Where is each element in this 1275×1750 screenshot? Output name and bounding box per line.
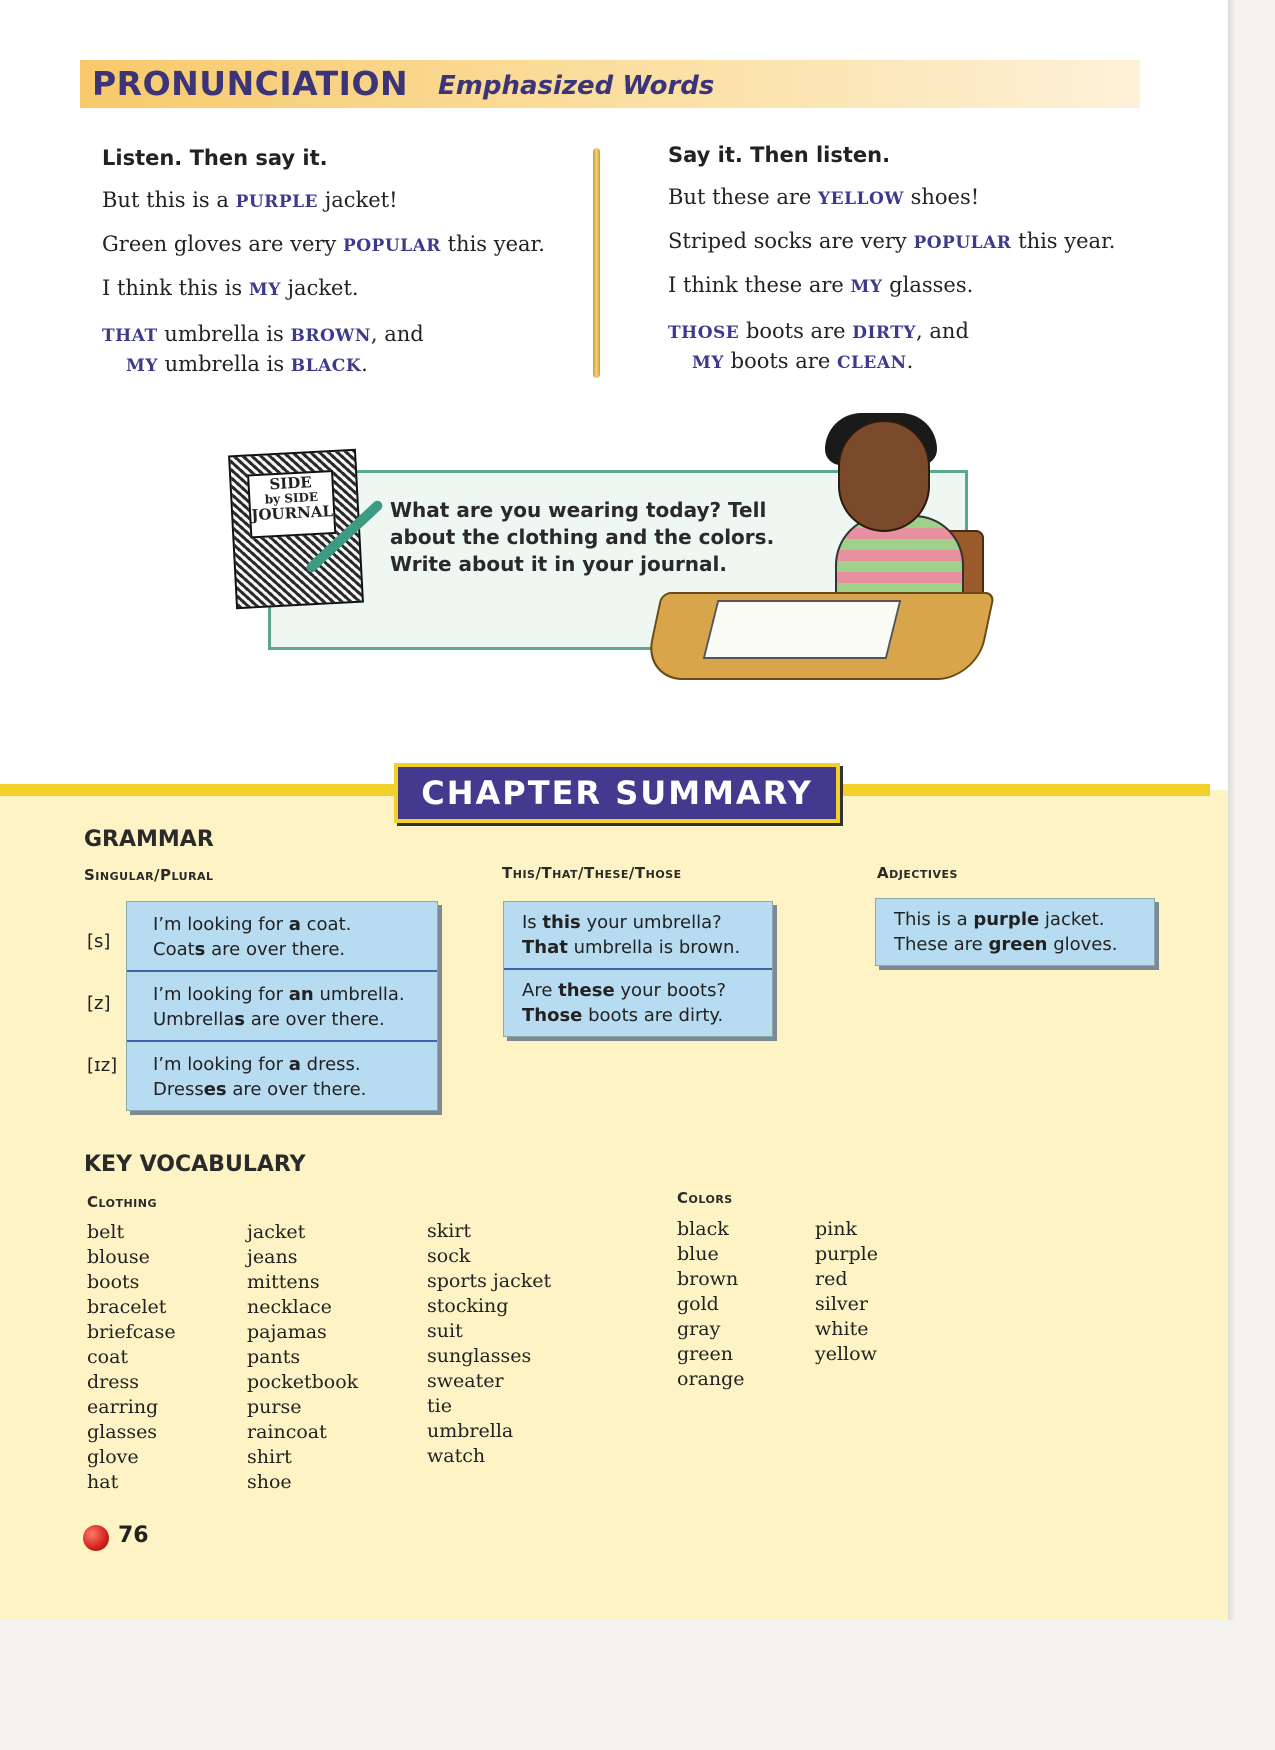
demonstratives-box — [503, 901, 773, 1037]
example-bold: these — [558, 980, 615, 1001]
vocab-word: jacket — [247, 1221, 306, 1243]
clothing-list-2 — [247, 1220, 358, 1495]
sentence-text: umbrella is — [157, 322, 291, 346]
journal-notebook-icon — [228, 449, 364, 609]
sentence-text: , and — [916, 319, 969, 343]
vocab-word: yellow — [815, 1343, 877, 1365]
vocab-word: pocketbook — [247, 1371, 359, 1393]
pronunciation-title: PRONUNCIATION — [92, 64, 409, 103]
example-text: Is — [522, 912, 543, 933]
vocab-word: gray — [677, 1318, 721, 1340]
vocab-word: black — [677, 1218, 729, 1240]
example-bold: s — [234, 1009, 245, 1030]
example-bold: es — [203, 1079, 227, 1100]
sentence — [668, 273, 1148, 299]
column-divider — [593, 148, 600, 378]
emphasized-word: BLACK — [290, 356, 362, 376]
adjectives-title: Adjectives — [877, 864, 958, 882]
emphasized-word: CLEAN — [836, 353, 907, 373]
example-bold: a — [288, 1054, 301, 1075]
open-notebook-illustration — [703, 600, 902, 659]
emphasized-word: POPULAR — [913, 233, 1012, 253]
vocab-word: umbrella — [427, 1420, 514, 1442]
sentence-text: glasses. — [882, 273, 974, 297]
example-text: jacket. — [1039, 909, 1105, 930]
vocab-word: earring — [87, 1396, 159, 1418]
girl-head — [838, 420, 930, 532]
example-text: are over there. — [226, 1079, 367, 1100]
vocab-word: gold — [677, 1293, 719, 1315]
vocab-word: pink — [815, 1218, 857, 1240]
vocab-word: pants — [247, 1346, 301, 1368]
chapter-summary-title: CHAPTER SUMMARY — [394, 763, 840, 823]
vocab-word: jeans — [247, 1246, 298, 1268]
example-text: umbrella. — [313, 984, 405, 1005]
sentence — [668, 229, 1148, 255]
sentence — [668, 185, 1148, 211]
journal-label-line: SIDE — [268, 473, 313, 494]
emphasized-word: MY — [126, 356, 158, 376]
vocab-word: sunglasses — [427, 1345, 532, 1367]
example-text: Coat — [153, 939, 195, 960]
clothing-title: Clothing — [87, 1193, 158, 1211]
example-bold: purple — [973, 909, 1040, 930]
emphasized-word: MY — [248, 280, 281, 300]
emphasized-word: MY — [692, 353, 724, 373]
sentence-text: boots are — [739, 319, 853, 343]
colors-list-1 — [677, 1217, 745, 1392]
example-bold: a — [288, 914, 301, 935]
example-text: Dress — [153, 1079, 204, 1100]
sentence-text: . — [906, 349, 914, 373]
vocab-word: suit — [427, 1320, 463, 1342]
vocab-word: hat — [87, 1471, 119, 1493]
vocab-word: raincoat — [247, 1421, 327, 1443]
grammar-example — [504, 902, 772, 970]
sentence-text: . — [361, 352, 368, 376]
colors-title: Colors — [677, 1189, 733, 1207]
sentence-text: this year. — [1011, 229, 1116, 253]
emphasized-word: THOSE — [668, 323, 740, 343]
example-bold: Those — [522, 1005, 583, 1026]
vocab-word: sports jacket — [427, 1270, 552, 1292]
vocab-word: silver — [815, 1293, 868, 1315]
grammar-example — [504, 970, 772, 1036]
journal-label — [247, 470, 336, 538]
vocab-word: glasses — [87, 1421, 158, 1443]
emphasized-word: DIRTY — [852, 323, 917, 343]
sentence-text: Green gloves are very — [102, 232, 343, 256]
grammar-example — [876, 899, 1154, 965]
vocab-word: glove — [87, 1446, 139, 1468]
emphasized-word: THAT — [102, 326, 158, 346]
say-column — [668, 143, 1148, 377]
example-text: dress. — [300, 1054, 361, 1075]
vocab-word: orange — [677, 1368, 745, 1390]
example-text: are over there. — [205, 939, 346, 960]
vocab-word: bracelet — [87, 1296, 167, 1318]
sentence — [102, 188, 582, 214]
vocab-word: briefcase — [87, 1321, 176, 1343]
journal-label-line: by SIDE — [264, 489, 319, 507]
example-text: I’m looking for — [153, 914, 289, 935]
sound-label: [ɪz] — [87, 1055, 118, 1076]
example-text: I’m looking for — [153, 1054, 289, 1075]
vocab-word: mittens — [247, 1271, 320, 1293]
vocab-word: watch — [427, 1445, 486, 1467]
sentence-text: But these are — [668, 185, 819, 209]
journal-label-line: JOURNAL — [250, 502, 334, 525]
clothing-list-1 — [87, 1220, 176, 1495]
emphasized-word: MY — [850, 277, 883, 297]
emphasized-word: PURPLE — [235, 192, 319, 212]
clothing-list-3 — [427, 1219, 551, 1469]
key-vocabulary-title: KEY VOCABULARY — [84, 1152, 306, 1177]
vocab-word: shoe — [247, 1471, 292, 1493]
example-text: your umbrella? — [580, 912, 722, 933]
sentence — [102, 320, 582, 380]
sentence-text: umbrella is — [157, 352, 291, 376]
emphasized-word: POPULAR — [342, 236, 441, 256]
vocab-word: blouse — [87, 1246, 150, 1268]
vocab-word: white — [815, 1318, 869, 1340]
page-marker-icon — [83, 1525, 109, 1551]
example-text: I’m looking for — [153, 984, 289, 1005]
emphasized-word: YELLOW — [818, 189, 904, 209]
singular-plural-box — [126, 901, 438, 1111]
sentence-text: I think this is — [102, 276, 249, 300]
example-bold: s — [194, 939, 206, 960]
journal-prompt: What are you wearing today? Tell about the clothing and the colors. Write about it in your journal. — [390, 498, 775, 576]
say-instruction: Say it. Then listen. — [668, 143, 891, 167]
example-bold: green — [988, 934, 1048, 955]
vocab-word: necklace — [247, 1296, 332, 1318]
vocab-word: sweater — [427, 1370, 504, 1392]
singular-plural-title: Singular/Plural — [84, 866, 214, 884]
colors-list-2 — [815, 1217, 878, 1367]
vocab-word: red — [815, 1268, 848, 1290]
vocab-word: stocking — [427, 1295, 509, 1317]
example-text: Umbrella — [153, 1009, 235, 1030]
pronunciation-subtitle: Emphasized Words — [438, 71, 715, 101]
sentence-text: Striped socks are very — [668, 229, 914, 253]
vocab-word: purple — [815, 1243, 878, 1265]
sentence-text: shoes! — [903, 185, 980, 209]
sentence-text: this year. — [440, 232, 545, 256]
vocab-word: brown — [677, 1268, 739, 1290]
vocab-word: purse — [247, 1396, 302, 1418]
example-text: umbrella is brown. — [567, 937, 741, 958]
emphasized-word: BROWN — [290, 326, 371, 346]
vocab-word: skirt — [427, 1220, 472, 1242]
grammar-example — [127, 902, 437, 972]
sentence-text: jacket. — [280, 276, 359, 300]
adjectives-box — [875, 898, 1155, 966]
listen-column — [102, 146, 582, 380]
example-bold: That — [522, 937, 568, 958]
sound-label: [z] — [87, 993, 111, 1014]
demonstratives-title: This/That/These/Those — [502, 864, 682, 882]
example-bold: this — [542, 912, 581, 933]
example-text: This is a — [894, 909, 974, 930]
vocab-word: coat — [87, 1346, 129, 1368]
sentence — [668, 317, 1148, 377]
page-number: 76 — [118, 1523, 149, 1548]
page-edge — [1228, 0, 1236, 1620]
example-text: coat. — [300, 914, 352, 935]
example-text: your boots? — [614, 980, 727, 1001]
example-text: These are — [894, 934, 989, 955]
example-text: gloves. — [1047, 934, 1118, 955]
sentence-text: , and — [370, 322, 424, 346]
example-bold: an — [288, 984, 314, 1005]
example-text: are over there. — [244, 1009, 385, 1030]
grammar-example — [127, 972, 437, 1042]
sentence — [102, 276, 582, 302]
vocab-word: blue — [677, 1243, 719, 1265]
vocab-word: green — [677, 1343, 733, 1365]
vocab-word: sock — [427, 1245, 471, 1267]
vocab-word: pajamas — [247, 1321, 327, 1343]
example-text: boots are dirty. — [582, 1005, 724, 1026]
sentence-text: But this is a — [102, 188, 236, 212]
sentence-text: I think these are — [668, 273, 851, 297]
sentence-text: jacket! — [318, 188, 398, 212]
vocab-word: belt — [87, 1221, 125, 1243]
sound-label: [s] — [87, 931, 111, 952]
grammar-title: GRAMMAR — [84, 827, 214, 852]
sentence — [102, 232, 582, 258]
vocab-word: dress — [87, 1371, 139, 1393]
sentence-text: boots are — [723, 349, 837, 373]
grammar-example — [127, 1042, 437, 1110]
example-text: Are — [522, 980, 559, 1001]
vocab-word: boots — [87, 1271, 140, 1293]
vocab-word: tie — [427, 1395, 452, 1417]
vocab-word: shirt — [247, 1446, 292, 1468]
listen-instruction: Listen. Then say it. — [102, 146, 328, 170]
